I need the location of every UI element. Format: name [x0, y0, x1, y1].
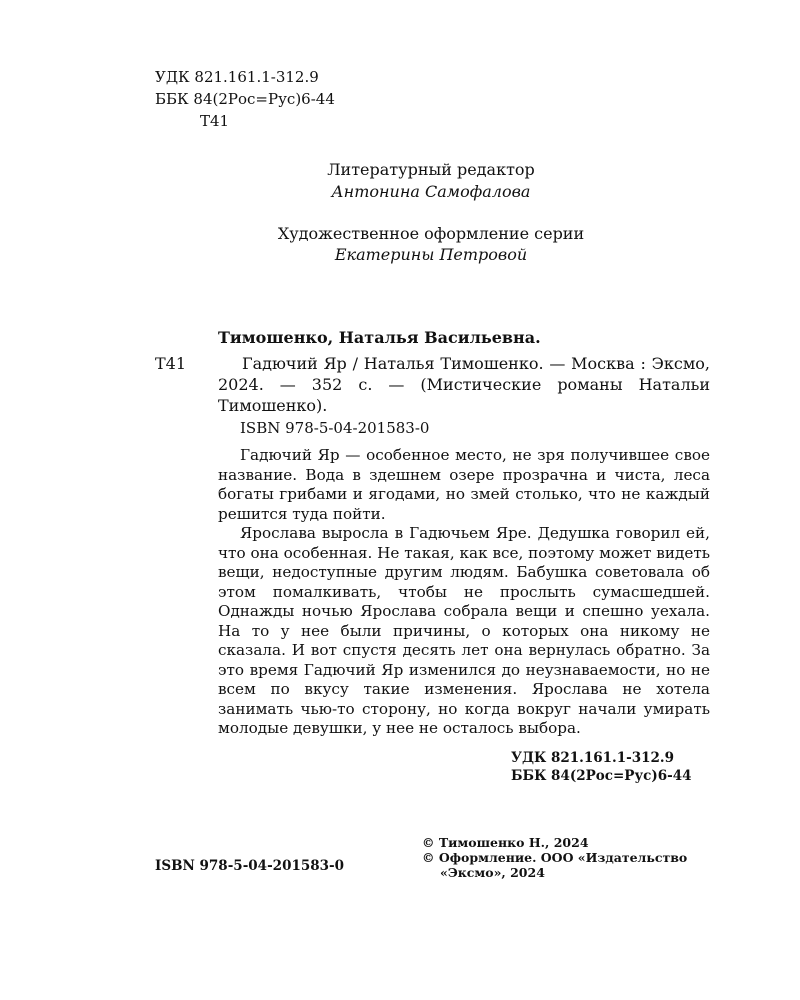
footer-udk: УДК 821.161.1-312.9	[511, 750, 674, 766]
annotation-paragraph: Ярослава выросла в Гадючьем Яре. Дедушка говорил ей, что она особенная. Не такая, как все, поэтому может видеть вещи, недоступные другим людям. Бабушка советовала об этом помалкивать, чтобы не прослыть сумасшедшей. Однажды ночью Ярослава собрала вещи и спешно уехала. На то у нее были причины, о которых она никому не сказала. И вот спустя десять лет она вернулась обратно. За это время Гадючий Яр изменился до неузнаваемости, но не всем по вкусу такие изменения. Ярослава не хотела занимать чью-то сторону, но когда вокруг начали умирать молодые девушки, у нее не осталось выбора.	[218, 524, 710, 737]
author-heading: Тимошенко, Наталья Васильевна.	[218, 328, 541, 347]
design-label: Художественное оформление серии	[277, 224, 585, 243]
bbk-code: ББК 84(2Рос=Рус)6-44	[155, 90, 335, 108]
catalog-isbn: ISBN 978-5-04-201583-0	[240, 419, 430, 437]
copyright-author: © Тимошенко Н., 2024	[422, 835, 589, 850]
udk-code: УДК 821.161.1-312.9	[155, 68, 319, 86]
footer-isbn: ISBN 978-5-04-201583-0	[155, 858, 345, 874]
annotation	[218, 446, 710, 739]
editor-label: Литературный редактор	[327, 160, 535, 179]
copyright-design: © Оформление. ООО «Издательство «Эксмо», 2024	[422, 850, 688, 880]
design-name: Екатерины Петровой	[334, 245, 528, 264]
footer-bbk: ББК 84(2Рос=Рус)6-44	[511, 768, 692, 784]
author-mark: Т41	[200, 112, 230, 130]
annotation-paragraph: Гадючий Яр — особенное место, не зря получившее свое название. Вода в здешнем озере прозрачна и чиста, леса богаты грибами и ягодами, но змей столько, что не каждый решится туда пойти.	[218, 446, 710, 523]
catalog-author-mark: Т41	[155, 354, 187, 373]
bibliographic-description: Гадючий Яр / Наталья Тимошенко. — Москва : Эксмо, 2024. — 352 с. — (Мистические романы Натальи Тимошенко).	[218, 354, 710, 415]
editor-name: Антонина Самофалова	[331, 182, 531, 201]
